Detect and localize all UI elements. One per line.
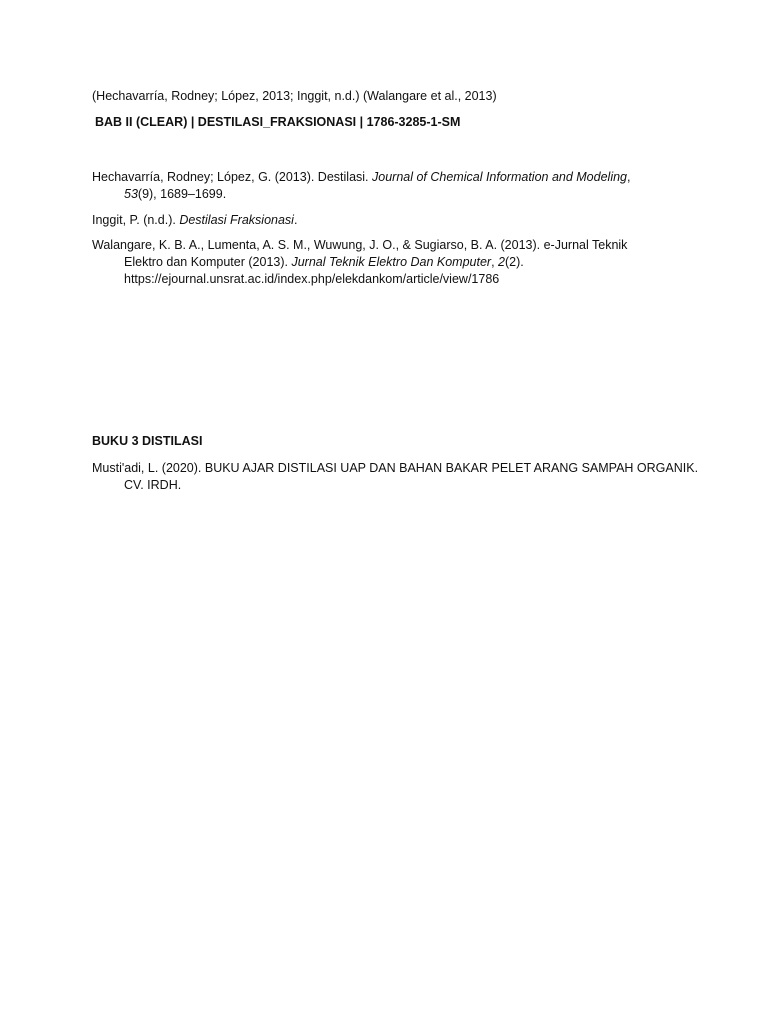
section-heading: BAB II (CLEAR) | DESTILASI_FRAKSIONASI | 1786-3285-1-SM [95,115,461,129]
reference-mustiadi [92,460,732,494]
reference-line [92,254,692,271]
reference-authors: Hechavarría, Rodney; López, G. (2013). Destilasi. [92,170,372,184]
reference-punct: , [491,255,499,269]
reference-title: Destilasi Fraksionasi [179,213,294,227]
reference-line: CV. IRDH. [124,478,182,492]
reference-url[interactable]: https://ejournal.unsrat.ac.id/index.php/elekdankom/article/view/1786 [124,272,500,286]
reference-inggit [92,212,692,229]
reference-volume: 2 [498,255,505,269]
reference-line: Walangare, K. B. A., Lumenta, A. S. M., Wuwung, J. O., & Sugiarso, B. A. (2013). e-Jurnal Teknik [92,238,628,252]
reference-volume: 53 [124,187,138,201]
reference-line [92,212,692,229]
reference-authors: Inggit, P. (n.d.). [92,213,180,227]
reference-text: Elektro dan Komputer (2013). [124,255,292,269]
reference-issue: (2). [505,255,524,269]
reference-punct: . [293,213,298,227]
reference-walangare [92,237,692,288]
reference-punct: , [627,170,631,184]
book-heading: BUKU 3 DISTILASI [92,434,203,448]
reference-line: Musti'adi, L. (2020). BUKU AJAR DISTILASI UAP DAN BAHAN BAKAR PELET ARANG SAMPAH ORGANIK. [92,461,699,475]
reference-journal: Journal of Chemical Information and Modeling [372,170,627,184]
reference-line [92,186,692,203]
citations-line: (Hechavarría, Rodney; López, 2013; Inggit, n.d.) (Walangare et al., 2013) [92,89,497,103]
reference-pages: (9), 1689–1699. [137,187,227,201]
reference-line [92,169,692,186]
reference-journal: Jurnal Teknik Elektro Dan Komputer [291,255,492,269]
reference-hechavarria [92,169,692,203]
